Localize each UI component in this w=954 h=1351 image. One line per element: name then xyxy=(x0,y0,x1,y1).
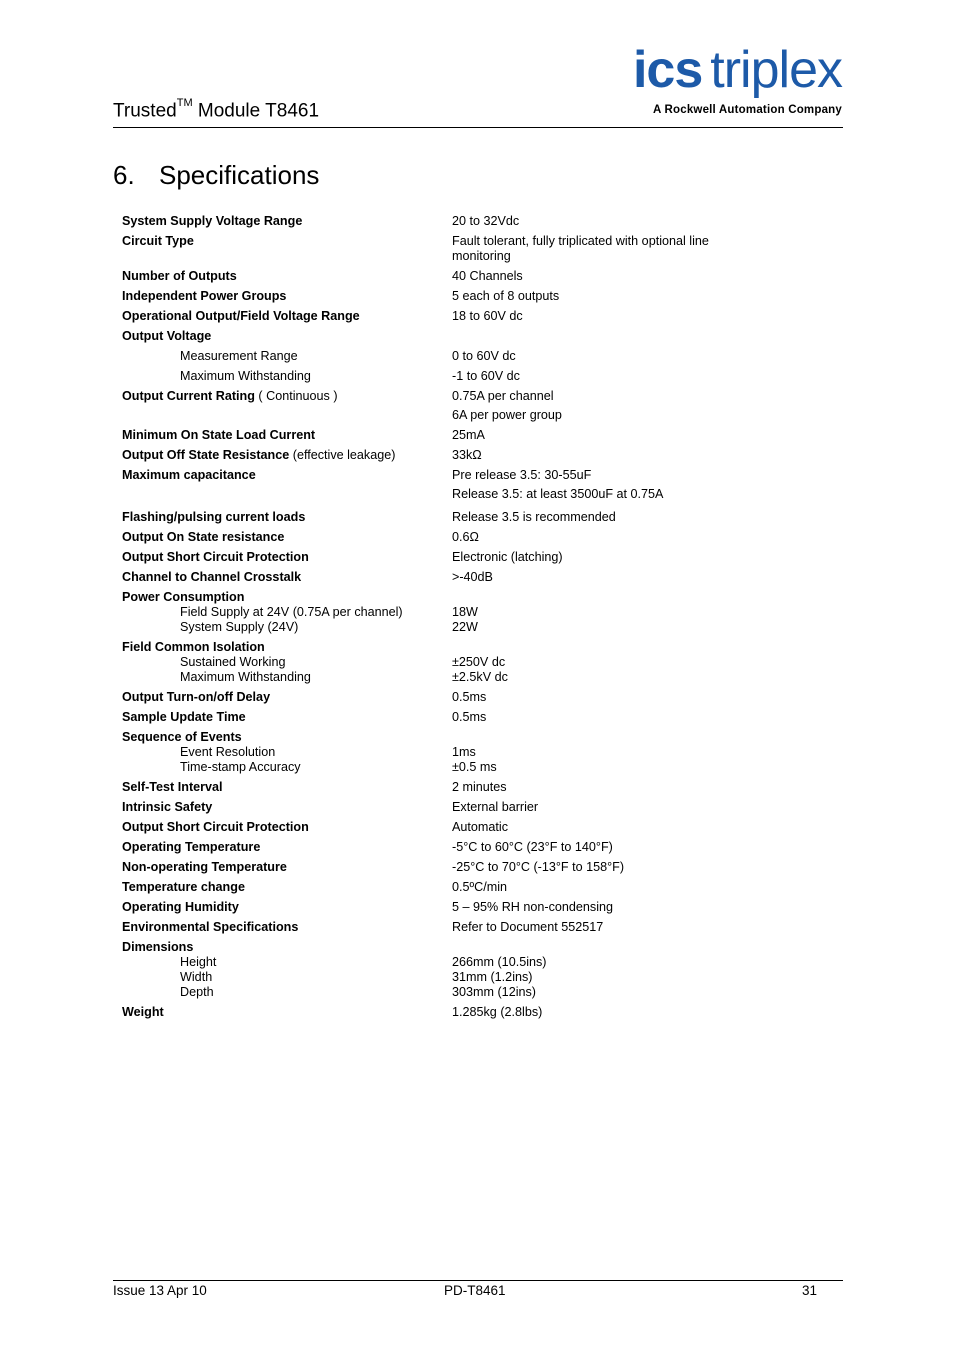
spec-value xyxy=(452,860,822,875)
trademark-superscript: TM xyxy=(176,97,193,109)
spec-label-line: Independent Power Groups xyxy=(122,289,287,303)
spec-row xyxy=(122,640,822,685)
spec-value-line: 1ms xyxy=(452,745,476,759)
spec-row xyxy=(122,468,822,502)
spec-value xyxy=(452,269,822,284)
title-text: Trusted xyxy=(113,100,177,122)
spec-label xyxy=(122,214,452,229)
spec-label xyxy=(122,468,452,502)
spec-sublabel: Sustained Working xyxy=(180,655,286,669)
spec-sublabel: Event Resolution xyxy=(180,745,276,759)
spec-label-line: Output Short Circuit Protection xyxy=(122,820,309,834)
spec-row xyxy=(122,428,822,443)
spec-label xyxy=(122,860,452,875)
title-model: Module T8461 xyxy=(192,100,320,122)
spec-value-line: External barrier xyxy=(452,800,539,814)
spec-value xyxy=(452,880,822,895)
spec-row xyxy=(122,780,822,795)
spec-value-line: Release 3.5: at least 3500uF at 0.75A xyxy=(452,487,664,501)
spec-row xyxy=(122,860,822,875)
spec-sublabel: Time-stamp Accuracy xyxy=(180,760,301,774)
spec-label-line: Circuit Type xyxy=(122,234,194,248)
spec-value xyxy=(452,214,822,229)
spec-row xyxy=(122,309,822,324)
spec-label-line: Number of Outputs xyxy=(122,269,237,283)
spec-label xyxy=(122,448,452,463)
spec-label xyxy=(122,780,452,795)
spec-value-spacer xyxy=(452,940,822,955)
spec-value xyxy=(452,510,822,525)
footer-issue: Issue 13 Apr 10 xyxy=(113,1283,207,1298)
spec-label xyxy=(122,800,452,815)
spec-value-line: 0.5ms xyxy=(452,710,487,724)
spec-value-line: Release 3.5 is recommended xyxy=(452,510,616,524)
spec-row xyxy=(122,369,822,384)
spec-label-line: Output Turn-on/off Delay xyxy=(122,690,271,704)
spec-row xyxy=(122,730,822,775)
spec-label xyxy=(122,820,452,835)
spec-label-suffix: ( Continuous ) xyxy=(254,389,338,403)
spec-label xyxy=(122,640,452,685)
spec-value-line: 5 – 95% RH non-condensing xyxy=(452,900,614,914)
spec-label xyxy=(122,940,452,1000)
spec-value xyxy=(452,710,822,725)
spec-label xyxy=(122,840,452,855)
spec-label-line: Output On State resistance xyxy=(122,530,285,544)
spec-value xyxy=(452,920,822,935)
spec-label xyxy=(122,590,452,635)
spec-row xyxy=(122,550,822,565)
spec-value-line: 0.5ºC/min xyxy=(452,880,507,894)
spec-label-line: Intrinsic Safety xyxy=(122,800,213,814)
spec-value-line: 266mm (10.5ins) xyxy=(452,955,547,969)
spec-label-line: Sequence of Events xyxy=(122,730,242,744)
spec-label-line: Sample Update Time xyxy=(122,710,246,724)
spec-label xyxy=(122,900,452,915)
spec-value xyxy=(452,309,822,324)
spec-label-text: Output Current Rating xyxy=(122,389,255,403)
spec-value xyxy=(452,840,822,855)
spec-value xyxy=(452,820,822,835)
spec-value-line: ±250V dc xyxy=(452,655,506,669)
spec-row xyxy=(122,234,822,264)
spec-sublabel: Depth xyxy=(180,985,214,999)
spec-label-line xyxy=(122,389,452,404)
spec-value xyxy=(452,690,822,705)
spec-row xyxy=(122,800,822,815)
spec-row xyxy=(122,1005,822,1020)
spec-value-line: 1.285kg (2.8lbs) xyxy=(452,1005,543,1019)
spec-value-line: 0.75A per channel xyxy=(452,389,554,403)
spec-row xyxy=(122,349,822,364)
spec-value-line: Automatic xyxy=(452,820,508,834)
spec-value-spacer xyxy=(452,730,822,745)
spec-label-line: Non-operating Temperature xyxy=(122,860,287,874)
spec-value xyxy=(452,369,822,384)
spec-label xyxy=(122,530,452,545)
spec-value xyxy=(452,389,822,423)
spec-label-line: Output Short Circuit Protection xyxy=(122,550,309,564)
spec-label-line: Operational Output/Field Voltage Range xyxy=(122,309,360,323)
spec-label xyxy=(122,329,452,344)
spec-row xyxy=(122,289,822,304)
spec-value-line: monitoring xyxy=(452,249,511,263)
spec-value-line: 25mA xyxy=(452,428,485,442)
spec-label xyxy=(122,234,452,264)
spec-label-suffix: (effective leakage) xyxy=(289,448,396,462)
spec-row xyxy=(122,820,822,835)
spec-sublabel: Measurement Range xyxy=(180,349,298,363)
spec-value-line: 20 to 32Vdc xyxy=(452,214,520,228)
spec-value-line: 33kΩ xyxy=(452,448,482,462)
company-logo xyxy=(632,41,842,116)
spec-label-line: Operating Humidity xyxy=(122,900,239,914)
spec-value-spacer xyxy=(452,590,822,605)
section-heading xyxy=(113,160,319,191)
spec-row xyxy=(122,840,822,855)
spec-value xyxy=(452,590,822,635)
spec-label xyxy=(122,1005,452,1020)
spec-label xyxy=(122,510,452,525)
spec-label-line: Weight xyxy=(122,1005,164,1019)
spec-value-line: ±0.5 ms xyxy=(452,760,497,774)
spec-label xyxy=(122,570,452,585)
spec-value xyxy=(452,900,822,915)
spec-value xyxy=(452,448,822,463)
spec-value xyxy=(452,329,822,344)
spec-value-line: -5°C to 60°C (23°F to 140°F) xyxy=(452,840,613,854)
spec-row xyxy=(122,510,822,525)
spec-row xyxy=(122,710,822,725)
spec-value xyxy=(452,550,822,565)
spec-value-line: 6A per power group xyxy=(452,408,562,422)
spec-value-line: Refer to Document 552517 xyxy=(452,920,604,934)
logo-tagline: A Rockwell Automation Company xyxy=(653,104,842,116)
spec-value-spacer xyxy=(452,640,822,655)
spec-sublabel: Width xyxy=(180,970,213,984)
spec-row xyxy=(122,448,822,463)
spec-value-line: 22W xyxy=(452,620,478,634)
spec-label xyxy=(122,289,452,304)
spec-sublabel: Maximum Withstanding xyxy=(180,369,311,383)
spec-row xyxy=(122,389,822,423)
logo-ics: ics xyxy=(632,41,703,99)
spec-value xyxy=(452,234,822,264)
logo-triplex: triplex xyxy=(710,41,842,99)
spec-value-line: Pre release 3.5: 30-55uF xyxy=(452,468,592,482)
spec-label-line: Field Common Isolation xyxy=(122,640,265,654)
spec-sublabel: Field Supply at 24V (0.75A per channel) xyxy=(180,605,403,619)
spec-label xyxy=(122,269,452,284)
spec-label-line: System Supply Voltage Range xyxy=(122,214,303,228)
spec-value-line: 40 Channels xyxy=(452,269,523,283)
spec-label-line: Maximum capacitance xyxy=(122,468,256,482)
spec-row xyxy=(122,590,822,635)
spec-row xyxy=(122,570,822,585)
header-rule xyxy=(113,127,843,128)
spec-value-line: ±2.5kV dc xyxy=(452,670,508,684)
spec-label xyxy=(122,730,452,775)
spec-label-line: Power Consumption xyxy=(122,590,245,604)
spec-sublabel: Height xyxy=(180,955,217,969)
spec-label-line: Temperature change xyxy=(122,880,245,894)
specifications-table xyxy=(122,214,822,1020)
spec-label-line: Flashing/pulsing current loads xyxy=(122,510,306,524)
spec-row xyxy=(122,880,822,895)
section-title: Specifications xyxy=(159,160,320,190)
spec-row xyxy=(122,530,822,545)
spec-value xyxy=(452,468,822,502)
spec-value-line: 31mm (1.2ins) xyxy=(452,970,533,984)
spec-row xyxy=(122,214,822,229)
spec-label xyxy=(122,710,452,725)
spec-label-line xyxy=(122,448,452,463)
spec-value xyxy=(452,570,822,585)
spec-row xyxy=(122,329,822,344)
spec-value-line: -25°C to 70°C (-13°F to 158°F) xyxy=(452,860,625,874)
spec-label-line: Dimensions xyxy=(122,940,194,954)
footer-rule xyxy=(113,1280,843,1281)
spec-value xyxy=(452,940,822,1000)
spec-value-line: 0.6Ω xyxy=(452,530,479,544)
spec-value-line: 18W xyxy=(452,605,478,619)
spec-label-line: Operating Temperature xyxy=(122,840,261,854)
spec-value-line: Electronic (latching) xyxy=(452,550,563,564)
spec-value xyxy=(452,780,822,795)
spec-label-line: Environmental Specifications xyxy=(122,920,299,934)
spec-label xyxy=(122,690,452,705)
spec-label xyxy=(122,550,452,565)
spec-row xyxy=(122,690,822,705)
spec-label xyxy=(122,389,452,423)
spec-value-line: 2 minutes xyxy=(452,780,507,794)
spec-label xyxy=(122,428,452,443)
spec-label-line: Output Voltage xyxy=(122,329,212,343)
spec-value-line: -1 to 60V dc xyxy=(452,369,520,383)
spec-value-line: Fault tolerant, fully triplicated with optional line xyxy=(452,234,709,248)
spec-label-line: Channel to Channel Crosstalk xyxy=(122,570,302,584)
spec-value xyxy=(452,530,822,545)
footer-page-number: 31 xyxy=(802,1283,818,1298)
footer-document-id: PD-T8461 xyxy=(444,1283,506,1298)
spec-label xyxy=(122,880,452,895)
spec-sublabel: Maximum Withstanding xyxy=(180,670,311,684)
spec-value-line: 303mm (12ins) xyxy=(452,985,536,999)
spec-value-line: 0 to 60V dc xyxy=(452,349,516,363)
spec-value xyxy=(452,800,822,815)
spec-row xyxy=(122,269,822,284)
spec-label xyxy=(122,920,452,935)
spec-value-line: 0.5ms xyxy=(452,690,487,704)
spec-label xyxy=(122,369,452,384)
spec-value xyxy=(452,289,822,304)
spec-value-line: 18 to 60V dc xyxy=(452,309,523,323)
spec-value xyxy=(452,349,822,364)
spec-value xyxy=(452,640,822,685)
spec-row xyxy=(122,900,822,915)
spec-value xyxy=(452,730,822,775)
spec-sublabel: System Supply (24V) xyxy=(180,620,299,634)
spec-value-line: 5 each of 8 outputs xyxy=(452,289,560,303)
module-title xyxy=(113,97,320,122)
spec-row xyxy=(122,920,822,935)
spec-label xyxy=(122,309,452,324)
spec-value xyxy=(452,428,822,443)
spec-value-line: >-40dB xyxy=(452,570,493,584)
spec-row xyxy=(122,940,822,1000)
spec-label xyxy=(122,349,452,364)
section-number: 6. xyxy=(113,160,135,190)
spec-label-line: Minimum On State Load Current xyxy=(122,428,316,442)
spec-label-line: Self-Test Interval xyxy=(122,780,223,794)
spec-value xyxy=(452,1005,822,1020)
spec-label-text: Output Off State Resistance xyxy=(122,448,290,462)
